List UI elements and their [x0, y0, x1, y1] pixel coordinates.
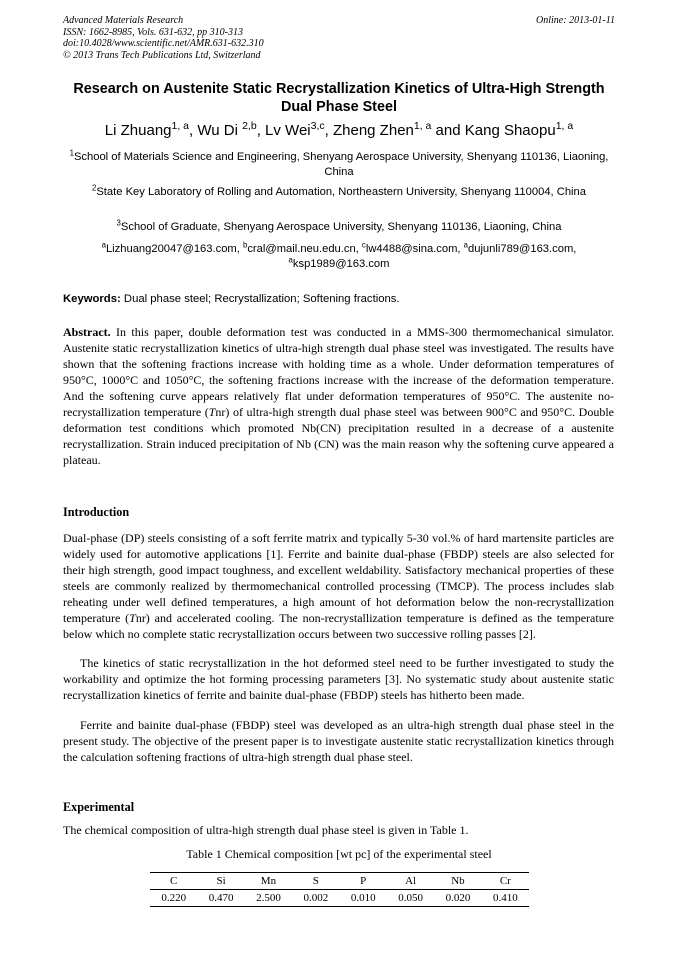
email-address: dujunli789@163.com,	[468, 243, 577, 255]
author-separator: ,	[324, 122, 333, 139]
email-mark: b	[242, 240, 248, 250]
intro-text: Dual-phase (DP) steels consisting of a soft ferrite matrix and typically 5-30 vol.% of hard martensite particles are widely used for automotive applications [1]. Ferrite and bainite dual-phase (FBDP) steels are also selected for their high strength, good impact toughness, and excellent weldability. Satisfactory mechanical properties of these steels are commonly realized by thermomechanical controlled processing (TMCP). The process includes slab reheating under well defined temperatures, a high amount of hot deformation below the non-recrystallization temperature (	[63, 531, 614, 625]
copyright-line: © 2013 Trans Tech Publications Ltd, Switzerland	[63, 49, 261, 61]
intro-symbol: T	[129, 611, 136, 625]
table-header-row	[150, 873, 529, 890]
affiliation-number: 1	[69, 148, 74, 158]
experimental-paragraph: The chemical composition of ultra-high strength dual phase steel is given in Table 1.	[63, 823, 469, 837]
abstract-symbol: T	[208, 405, 216, 419]
composition-table	[150, 872, 529, 907]
paper-title: Research on Austenite Static Recrystallization Kinetics of Ultra-High Strength Dual Phase Steel	[73, 81, 605, 115]
table-cell: 0.002	[292, 890, 339, 907]
doi-line: doi:10.4028/www.scientific.net/AMR.631-632.310	[63, 38, 264, 50]
table-cell: 0.470	[197, 890, 244, 907]
email-mark: a	[463, 240, 468, 250]
affiliation-text: School of Graduate, Shenyang Aerospace University, Shenyang 110136, Liaoning, China	[120, 221, 562, 233]
intro-text: nr) and accelerated cooling. The non-recrystallization temperature is defined as the temperature below which no complete static recrystallization occurs between two successive rolling passes [2].	[63, 611, 615, 641]
email-address: Lizhuang20047@163.com,	[105, 243, 243, 255]
table-header-cell: Nb	[434, 873, 481, 890]
email-mark: a	[288, 254, 293, 264]
table-cell: 0.410	[482, 890, 529, 907]
intro-paragraph-3: Ferrite and bainite dual-phase (FBDP) steel was developed as an ultra-high strength dual phase steel in the present study. The objective of the present paper is to investigate austenite static recrystallization kinetics through the calculation softening fractions of ultra-high strength dual phase steel.	[63, 718, 614, 764]
affiliation-text: School of Materials Science and Engineering, Shenyang Aerospace University, Shenyang 110136, Liaoning, China	[73, 151, 609, 178]
section-heading-experimental: Experimental	[63, 800, 135, 814]
table-cell: 0.050	[387, 890, 434, 907]
author-separator: and	[431, 122, 465, 139]
keywords-text: Dual phase steel; Recrystallization; Softening fractions.	[120, 293, 400, 305]
author-name: Li Zhuang	[104, 122, 172, 139]
author-name: Kang Shaopu	[464, 122, 556, 139]
abstract-text: In this paper, double deformation test was conducted in a MMS-300 thermomechanical simulator. Austenite static recrystallization kinetics of ultra-high strength dual phase steel was investigated. The results have shown that the softening fractions increase with holding time as a whole. Under deformation temperatures of 950°C, 1000°C and 1050°C, the softening fractions increase with the increase of the deformation temperature. And the softening curve appears relatively flat under deformation temperatures of 950°C. The austenite no-recrystallization temperature (	[63, 325, 614, 419]
journal-header	[63, 15, 264, 61]
table-header-cell: Si	[197, 873, 244, 890]
table-cell: 0.020	[434, 890, 481, 907]
keywords-label: Keywords:	[63, 293, 121, 305]
journal-name: Advanced Materials Research	[63, 15, 184, 26]
affiliation-2	[63, 185, 615, 200]
author-name: Zheng Zhen	[332, 122, 414, 139]
intro-paragraph-2: The kinetics of static recrystallization in the hot deformed steel need to be further investigated to study the workability and optimize the hot forming processing parameters [3]. No systematic study about austenite static recrystallization kinetics of ferrite and bainite dual-phase (FBDP) steels has hitherto been made.	[63, 656, 614, 702]
email-mark: a	[101, 240, 106, 250]
author-separator: ,	[256, 122, 266, 139]
author-separator: ,	[189, 122, 198, 139]
table-header-cell: P	[340, 873, 387, 890]
email-list	[63, 242, 615, 271]
table-header-cell: S	[292, 873, 339, 890]
table-caption: Table 1 Chemical composition [wt pc] of the experimental steel	[186, 847, 492, 861]
issn-line: ISSN: 1662-8985, Vols. 631-632, pp 310-313	[63, 26, 243, 38]
abstract-label: Abstract.	[63, 325, 111, 339]
keywords	[63, 293, 615, 305]
affiliation-text: State Key Laboratory of Rolling and Automation, Northeastern University, Shenyang 110004, China	[96, 186, 586, 198]
author-affiliation-mark: 2,b	[242, 120, 257, 132]
abstract-text: nr) of ultra-high strength dual phase steel was between 900°C and 950°C. Double deformation test conditions which promoted Nb(CN) precipitation resulted in a decrease of a austenite recrystallization. Strain induced precipitation of Nb (CN) was the main reason why the softening curve appeared a plateau.	[63, 405, 614, 467]
table-header-cell: C	[150, 873, 197, 890]
table-header-cell: Al	[387, 873, 434, 890]
affiliation-1	[63, 150, 615, 179]
affiliation-number: 2	[91, 183, 97, 193]
author-name: Lv Wei	[265, 122, 311, 139]
section-heading-introduction: Introduction	[63, 505, 130, 519]
email-address: cral@mail.neu.edu.cn,	[247, 243, 362, 255]
intro-paragraph-1	[63, 530, 614, 642]
table-header-cell: Cr	[482, 873, 529, 890]
affiliation-3	[63, 220, 615, 235]
table-row	[150, 890, 529, 907]
table-cell: 0.010	[340, 890, 387, 907]
author-affiliation-mark: 1, a	[555, 120, 574, 132]
author-name: Wu Di	[197, 122, 243, 139]
table-header-cell: Mn	[245, 873, 292, 890]
email-address: ksp1989@163.com	[292, 257, 390, 270]
online-date: Online: 2013-01-11	[536, 15, 615, 26]
table-cell: 0.220	[150, 890, 197, 907]
email-mark: c	[361, 240, 366, 250]
email-address: lw4488@sina.com,	[365, 243, 464, 255]
author-affiliation-mark: 1, a	[413, 120, 432, 132]
author-affiliation-mark: 1, a	[171, 120, 190, 132]
author-affiliation-mark: 3,c	[310, 120, 325, 132]
affiliation-number: 3	[116, 218, 121, 228]
abstract	[63, 324, 614, 468]
table-cell: 2.500	[245, 890, 292, 907]
author-list	[63, 121, 615, 141]
